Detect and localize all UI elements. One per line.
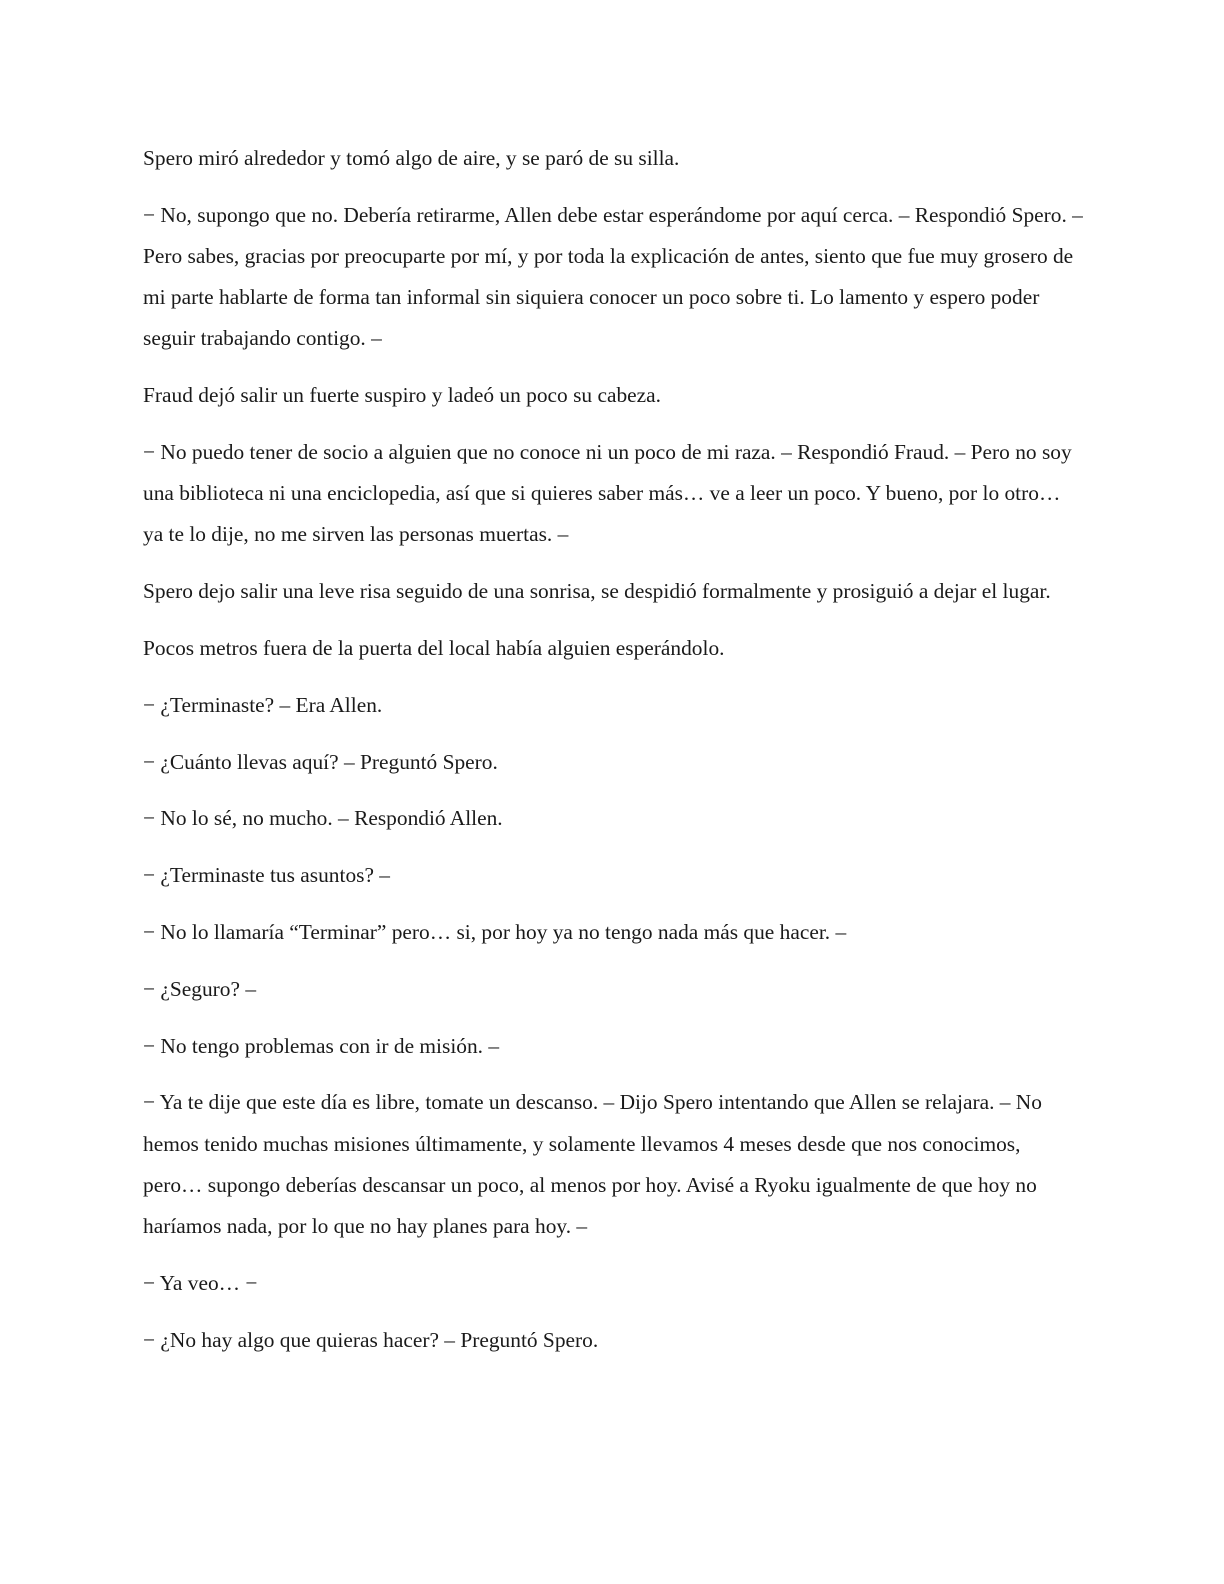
- paragraph: − ¿Terminaste tus asuntos? –: [143, 863, 390, 888]
- paragraph: − No puedo tener de socio a alguien que no conoce ni un poco de mi raza. – Respondió Fraud. – Pero no soy una biblioteca ni una enciclopedia, así que si quieres saber más… ve a leer un poco. Y bueno, por lo otro… ya te lo dije, no me sirven las personas muertas. –: [143, 440, 1072, 547]
- paragraph: − ¿Seguro? –: [143, 976, 257, 1001]
- paragraph: − No, supongo que no. Debería retirarme, Allen debe estar esperándome por aquí cerca. – Respondió Spero. – Pero sabes, gracias por preocuparte por mí, y por toda la explicación de antes, siento que fue muy grosero de mi parte hablarte de forma tan informal sin siquiera conocer un poco sobre ti. Lo lamento y espero poder seguir trabajando contigo. –: [143, 202, 1083, 351]
- paragraph: − ¿No hay algo que quieras hacer? – Preguntó Spero.: [143, 1327, 599, 1352]
- paragraph: − Ya veo… −: [143, 1270, 258, 1295]
- paragraph: Pocos metros fuera de la puerta del local había alguien esperándolo.: [143, 636, 725, 660]
- paragraph: − Ya te dije que este día es libre, tomate un descanso. – Dijo Spero intentando que Allen se relajara. – No hemos tenido muchas misiones últimamente, y solamente llevamos 4 meses desde que nos conocimos, pero… supongo deberías descansar un poco, al menos por hoy. Avisé a Ryoku igualmente de que hoy no haríamos nada, por lo que no hay planes para hoy. –: [143, 1090, 1042, 1238]
- paragraph: Spero miró alrededor y tomó algo de aire, y se paró de su silla.: [143, 146, 680, 170]
- paragraph: − ¿Cuánto llevas aquí? – Preguntó Spero.: [143, 749, 498, 774]
- paragraph: − No lo llamaría “Terminar” pero… si, por hoy ya no tengo nada más que hacer. –: [143, 919, 847, 944]
- paragraph: − ¿Terminaste? – Era Allen.: [143, 692, 383, 717]
- paragraph: − No lo sé, no mucho. – Respondió Allen.: [143, 806, 503, 831]
- paragraph: − No tengo problemas con ir de misión. –: [143, 1033, 500, 1058]
- paragraph: Fraud dejó salir un fuerte suspiro y ladeó un poco su cabeza.: [143, 383, 661, 408]
- paragraph: Spero dejo salir una leve risa seguido de una sonrisa, se despidió formalmente y prosiguió a dejar el lugar.: [143, 579, 1051, 604]
- document-page: [143, 138, 1083, 1376]
